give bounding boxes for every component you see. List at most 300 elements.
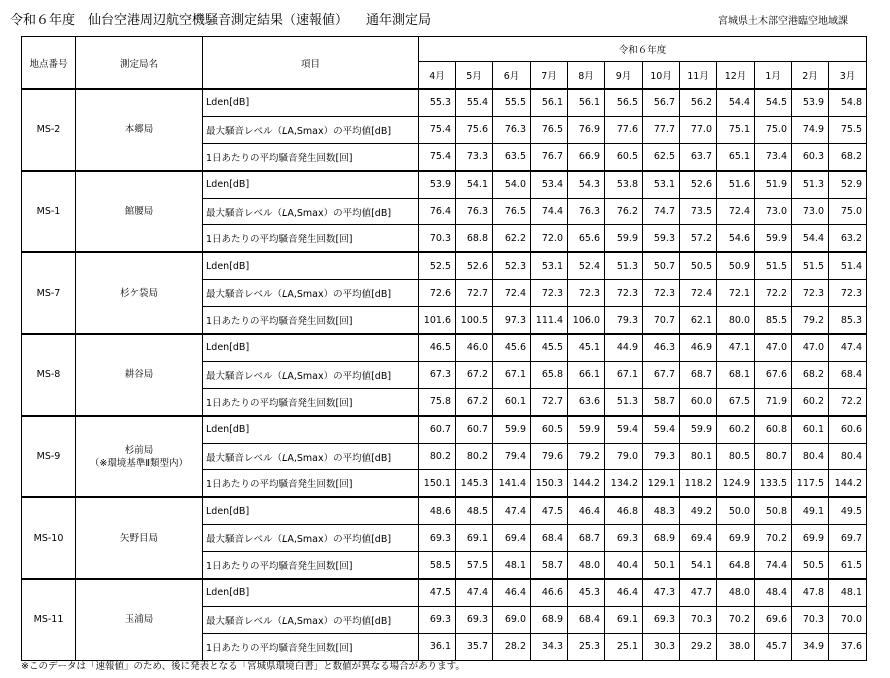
- value-cell: 59.4: [605, 416, 643, 443]
- value-cell: 51.3: [605, 388, 643, 415]
- value-cell: 60.5: [531, 416, 568, 443]
- value-cell: 80.5: [717, 443, 755, 470]
- measurement-item: 最大騒音レベル（𝐿A,Smax）の平均値[dB]: [203, 280, 419, 307]
- value-cell: 79.3: [643, 443, 680, 470]
- measurement-item: Lden[dB]: [203, 252, 419, 279]
- value-cell: 51.3: [605, 252, 643, 279]
- header-month: 4月: [419, 62, 456, 90]
- value-cell: 48.4: [755, 579, 792, 606]
- value-cell: 60.5: [605, 143, 643, 170]
- value-cell: 69.7: [829, 525, 867, 552]
- measurement-item: 最大騒音レベル（𝐿A,Smax）の平均値[dB]: [203, 606, 419, 633]
- value-cell: 79.6: [531, 443, 568, 470]
- value-cell: 72.3: [605, 280, 643, 307]
- value-cell: 72.6: [419, 280, 456, 307]
- value-cell: 74.4: [755, 552, 792, 579]
- value-cell: 75.4: [419, 143, 456, 170]
- value-cell: 67.5: [717, 388, 755, 415]
- header-station-name: 測定局名: [76, 37, 203, 90]
- measurement-item: 最大騒音レベル（𝐿A,Smax）の平均値[dB]: [203, 198, 419, 225]
- measurement-item: 最大騒音レベル（𝐿A,Smax）の平均値[dB]: [203, 116, 419, 143]
- value-cell: 111.4: [531, 307, 568, 334]
- station-name-text: 館腰局: [124, 206, 154, 217]
- value-cell: 46.0: [456, 334, 493, 361]
- value-cell: 56.7: [643, 89, 680, 116]
- value-cell: 79.3: [605, 307, 643, 334]
- value-cell: 34.3: [531, 633, 568, 660]
- value-cell: 52.6: [456, 252, 493, 279]
- value-cell: 74.4: [531, 198, 568, 225]
- value-cell: 77.7: [643, 116, 680, 143]
- value-cell: 124.9: [717, 470, 755, 497]
- measurement-item: Lden[dB]: [203, 171, 419, 198]
- station-id: MS-9: [22, 416, 76, 498]
- station-id: MS-1: [22, 171, 76, 253]
- value-cell: 80.4: [792, 443, 829, 470]
- measurement-item: 最大騒音レベル（𝐿A,Smax）の平均値[dB]: [203, 525, 419, 552]
- value-cell: 52.4: [568, 252, 605, 279]
- value-cell: 65.6: [568, 225, 605, 252]
- value-cell: 80.7: [755, 443, 792, 470]
- value-cell: 50.5: [680, 252, 717, 279]
- value-cell: 74.9: [792, 116, 829, 143]
- value-cell: 75.1: [717, 116, 755, 143]
- station-name-text: 耕谷局: [124, 369, 154, 381]
- value-cell: 77.6: [605, 116, 643, 143]
- value-cell: 64.8: [717, 552, 755, 579]
- value-cell: 72.4: [717, 198, 755, 225]
- value-cell: 68.4: [829, 361, 867, 388]
- value-cell: 56.1: [568, 89, 605, 116]
- value-cell: 59.9: [680, 416, 717, 443]
- value-cell: 69.3: [419, 606, 456, 633]
- measurement-item: 最大騒音レベル（𝐿A,Smax）の平均値[dB]: [203, 361, 419, 388]
- value-cell: 46.4: [605, 579, 643, 606]
- value-cell: 71.9: [755, 388, 792, 415]
- value-cell: 60.0: [680, 388, 717, 415]
- value-cell: 101.6: [419, 307, 456, 334]
- station-name: [76, 334, 203, 416]
- value-cell: 46.4: [568, 497, 605, 524]
- header-month: 8月: [568, 62, 605, 90]
- value-cell: 53.9: [792, 89, 829, 116]
- value-cell: 75.0: [829, 198, 867, 225]
- value-cell: 69.3: [419, 525, 456, 552]
- table-row: [22, 416, 867, 443]
- value-cell: 72.0: [531, 225, 568, 252]
- header-month: 11月: [680, 62, 717, 90]
- value-cell: 68.4: [531, 525, 568, 552]
- value-cell: 60.6: [829, 416, 867, 443]
- value-cell: 34.9: [792, 633, 829, 660]
- value-cell: 54.6: [717, 225, 755, 252]
- value-cell: 62.1: [680, 307, 717, 334]
- value-cell: 76.9: [568, 116, 605, 143]
- value-cell: 68.1: [717, 361, 755, 388]
- value-cell: 48.3: [643, 497, 680, 524]
- value-cell: 54.0: [493, 171, 531, 198]
- measurement-item: Lden[dB]: [203, 497, 419, 524]
- value-cell: 72.2: [829, 388, 867, 415]
- value-cell: 60.7: [419, 416, 456, 443]
- value-cell: 68.9: [643, 525, 680, 552]
- measurement-item: 1日あたりの平均騒音発生回数[回]: [203, 470, 419, 497]
- value-cell: 56.5: [605, 89, 643, 116]
- value-cell: 118.2: [680, 470, 717, 497]
- value-cell: 68.7: [680, 361, 717, 388]
- value-cell: 59.9: [568, 416, 605, 443]
- value-cell: 79.2: [792, 307, 829, 334]
- value-cell: 67.2: [456, 361, 493, 388]
- value-cell: 50.8: [755, 497, 792, 524]
- header-month: 3月: [829, 62, 867, 90]
- value-cell: 73.0: [755, 198, 792, 225]
- value-cell: 144.2: [568, 470, 605, 497]
- value-cell: 45.6: [493, 334, 531, 361]
- value-cell: 40.4: [605, 552, 643, 579]
- title-sub: 通年測定局: [366, 13, 432, 28]
- value-cell: 72.4: [680, 280, 717, 307]
- value-cell: 68.4: [568, 606, 605, 633]
- value-cell: 45.3: [568, 579, 605, 606]
- value-cell: 45.5: [531, 334, 568, 361]
- value-cell: 72.3: [829, 280, 867, 307]
- value-cell: 68.7: [568, 525, 605, 552]
- value-cell: 44.9: [605, 334, 643, 361]
- value-cell: 47.5: [531, 497, 568, 524]
- value-cell: 50.9: [717, 252, 755, 279]
- value-cell: 37.6: [829, 633, 867, 660]
- value-cell: 59.9: [493, 416, 531, 443]
- value-cell: 75.0: [755, 116, 792, 143]
- value-cell: 57.5: [456, 552, 493, 579]
- station-id: MS-2: [22, 89, 76, 171]
- value-cell: 56.2: [680, 89, 717, 116]
- station-id: MS-10: [22, 497, 76, 579]
- value-cell: 53.1: [643, 171, 680, 198]
- value-cell: 100.5: [456, 307, 493, 334]
- value-cell: 47.0: [792, 334, 829, 361]
- value-cell: 66.1: [568, 361, 605, 388]
- value-cell: 72.1: [717, 280, 755, 307]
- station-name-text: 杉ケ袋局: [119, 287, 158, 299]
- value-cell: 77.0: [680, 116, 717, 143]
- header-month: 6月: [493, 62, 531, 90]
- value-cell: 67.7: [643, 361, 680, 388]
- value-cell: 76.3: [493, 116, 531, 143]
- measurement-item: 1日あたりの平均騒音発生回数[回]: [203, 307, 419, 334]
- value-cell: 97.3: [493, 307, 531, 334]
- value-cell: 61.5: [829, 552, 867, 579]
- value-cell: 150.3: [531, 470, 568, 497]
- value-cell: 52.5: [419, 252, 456, 279]
- value-cell: 79.4: [493, 443, 531, 470]
- value-cell: 63.7: [680, 143, 717, 170]
- value-cell: 51.5: [755, 252, 792, 279]
- value-cell: 80.2: [456, 443, 493, 470]
- measurement-item: 最大騒音レベル（𝐿A,Smax）の平均値[dB]: [203, 443, 419, 470]
- table-row: [22, 252, 867, 279]
- value-cell: 54.3: [568, 171, 605, 198]
- header-month: 2月: [792, 62, 829, 90]
- value-cell: 67.3: [419, 361, 456, 388]
- value-cell: 46.6: [531, 579, 568, 606]
- value-cell: 72.3: [568, 280, 605, 307]
- header-year: 令和６年度: [419, 37, 867, 62]
- value-cell: 72.7: [456, 280, 493, 307]
- value-cell: 48.6: [419, 497, 456, 524]
- header-station-id: 地点番号: [22, 37, 76, 90]
- value-cell: 47.5: [419, 579, 456, 606]
- value-cell: 25.3: [568, 633, 605, 660]
- value-cell: 46.8: [605, 497, 643, 524]
- station-name: [76, 579, 203, 660]
- value-cell: 60.2: [792, 388, 829, 415]
- value-cell: 72.3: [792, 280, 829, 307]
- value-cell: 76.5: [493, 198, 531, 225]
- value-cell: 29.2: [680, 633, 717, 660]
- value-cell: 72.2: [755, 280, 792, 307]
- organization-name: 宮城県土木部空港臨空地域課: [718, 16, 848, 27]
- value-cell: 68.8: [456, 225, 493, 252]
- station-name: [76, 252, 203, 334]
- value-cell: 51.5: [792, 252, 829, 279]
- value-cell: 75.8: [419, 388, 456, 415]
- value-cell: 75.4: [419, 116, 456, 143]
- value-cell: 59.3: [643, 225, 680, 252]
- value-cell: 80.0: [717, 307, 755, 334]
- value-cell: 54.5: [755, 89, 792, 116]
- value-cell: 129.1: [643, 470, 680, 497]
- measurement-item: 1日あたりの平均騒音発生回数[回]: [203, 225, 419, 252]
- value-cell: 72.3: [643, 280, 680, 307]
- value-cell: 76.3: [456, 198, 493, 225]
- value-cell: 134.2: [605, 470, 643, 497]
- value-cell: 72.7: [531, 388, 568, 415]
- value-cell: 62.2: [493, 225, 531, 252]
- value-cell: 67.1: [493, 361, 531, 388]
- header-month: 7月: [531, 62, 568, 90]
- value-cell: 47.4: [456, 579, 493, 606]
- value-cell: 69.3: [643, 606, 680, 633]
- value-cell: 54.1: [456, 171, 493, 198]
- value-cell: 52.3: [493, 252, 531, 279]
- title-main: 令和６年度 仙台空港周辺航空機騒音測定結果（速報値）: [10, 13, 349, 28]
- value-cell: 47.4: [829, 334, 867, 361]
- value-cell: 76.7: [531, 143, 568, 170]
- value-cell: 70.0: [829, 606, 867, 633]
- value-cell: 45.1: [568, 334, 605, 361]
- value-cell: 69.4: [493, 525, 531, 552]
- value-cell: 60.3: [792, 143, 829, 170]
- value-cell: 60.8: [755, 416, 792, 443]
- value-cell: 48.0: [568, 552, 605, 579]
- measurement-item: Lden[dB]: [203, 416, 419, 443]
- value-cell: 67.6: [755, 361, 792, 388]
- measurement-item: 1日あたりの平均騒音発生回数[回]: [203, 552, 419, 579]
- value-cell: 75.5: [829, 116, 867, 143]
- table-row: [22, 334, 867, 361]
- value-cell: 46.5: [419, 334, 456, 361]
- station-name-text: 本郷局: [124, 124, 154, 136]
- value-cell: 70.7: [643, 307, 680, 334]
- value-cell: 68.2: [829, 143, 867, 170]
- value-cell: 47.3: [643, 579, 680, 606]
- value-cell: 117.5: [792, 470, 829, 497]
- table-row: [22, 579, 867, 606]
- value-cell: 48.1: [493, 552, 531, 579]
- header-item: 項目: [203, 37, 419, 90]
- value-cell: 79.2: [568, 443, 605, 470]
- footnote: ※このデータは「速報値」のため、後に発表となる「宮城県環境白書」と数値が異なる場合があります。: [21, 661, 465, 672]
- value-cell: 67.2: [456, 388, 493, 415]
- value-cell: 46.4: [493, 579, 531, 606]
- value-cell: 60.2: [717, 416, 755, 443]
- value-cell: 50.1: [643, 552, 680, 579]
- value-cell: 55.3: [419, 89, 456, 116]
- station-id: MS-8: [22, 334, 76, 416]
- value-cell: 79.0: [605, 443, 643, 470]
- value-cell: 49.5: [829, 497, 867, 524]
- value-cell: 58.5: [419, 552, 456, 579]
- value-cell: 76.4: [419, 198, 456, 225]
- value-cell: 63.2: [829, 225, 867, 252]
- value-cell: 48.5: [456, 497, 493, 524]
- value-cell: 72.3: [531, 280, 568, 307]
- station-name-text: 玉浦局: [124, 614, 154, 626]
- value-cell: 66.9: [568, 143, 605, 170]
- measurement-item: Lden[dB]: [203, 89, 419, 116]
- measurement-item: 1日あたりの平均騒音発生回数[回]: [203, 633, 419, 660]
- station-name: [76, 89, 203, 171]
- header-month: 10月: [643, 62, 680, 90]
- value-cell: 50.0: [717, 497, 755, 524]
- value-cell: 76.5: [531, 116, 568, 143]
- station-name-text: 矢野目局: [119, 532, 158, 544]
- value-cell: 70.2: [717, 606, 755, 633]
- value-cell: 67.1: [605, 361, 643, 388]
- value-cell: 65.8: [531, 361, 568, 388]
- value-cell: 47.8: [792, 579, 829, 606]
- table-row: [22, 171, 867, 198]
- value-cell: 47.1: [717, 334, 755, 361]
- value-cell: 73.3: [456, 143, 493, 170]
- value-cell: 74.7: [643, 198, 680, 225]
- value-cell: 85.5: [755, 307, 792, 334]
- value-cell: 54.4: [717, 89, 755, 116]
- value-cell: 60.1: [792, 416, 829, 443]
- value-cell: 144.2: [829, 470, 867, 497]
- value-cell: 30.3: [643, 633, 680, 660]
- value-cell: 69.1: [456, 525, 493, 552]
- value-cell: 57.2: [680, 225, 717, 252]
- measurement-item: Lden[dB]: [203, 334, 419, 361]
- value-cell: 50.7: [643, 252, 680, 279]
- station-name: [76, 171, 203, 253]
- value-cell: 59.9: [605, 225, 643, 252]
- value-cell: 80.2: [419, 443, 456, 470]
- value-cell: 56.1: [531, 89, 568, 116]
- value-cell: 54.4: [792, 225, 829, 252]
- header-month: 1月: [755, 62, 792, 90]
- value-cell: 70.3: [680, 606, 717, 633]
- value-cell: 51.4: [829, 252, 867, 279]
- value-cell: 63.6: [568, 388, 605, 415]
- value-cell: 45.7: [755, 633, 792, 660]
- value-cell: 73.4: [755, 143, 792, 170]
- value-cell: 80.4: [829, 443, 867, 470]
- value-cell: 62.5: [643, 143, 680, 170]
- value-cell: 106.0: [568, 307, 605, 334]
- value-cell: 53.8: [605, 171, 643, 198]
- value-cell: 55.5: [493, 89, 531, 116]
- value-cell: 54.8: [829, 89, 867, 116]
- value-cell: 47.4: [493, 497, 531, 524]
- value-cell: 141.4: [493, 470, 531, 497]
- value-cell: 46.3: [643, 334, 680, 361]
- value-cell: 60.1: [493, 388, 531, 415]
- value-cell: 49.1: [792, 497, 829, 524]
- value-cell: 54.1: [680, 552, 717, 579]
- value-cell: 68.2: [792, 361, 829, 388]
- measurement-item: 1日あたりの平均騒音発生回数[回]: [203, 143, 419, 170]
- value-cell: 69.3: [605, 525, 643, 552]
- value-cell: 70.3: [792, 606, 829, 633]
- value-cell: 35.7: [456, 633, 493, 660]
- value-cell: 51.9: [755, 171, 792, 198]
- value-cell: 49.2: [680, 497, 717, 524]
- station-id: MS-11: [22, 579, 76, 660]
- value-cell: 52.9: [829, 171, 867, 198]
- value-cell: 76.3: [568, 198, 605, 225]
- value-cell: 72.4: [493, 280, 531, 307]
- value-cell: 48.0: [717, 579, 755, 606]
- value-cell: 60.7: [456, 416, 493, 443]
- value-cell: 69.6: [755, 606, 792, 633]
- value-cell: 53.4: [531, 171, 568, 198]
- value-cell: 69.4: [680, 525, 717, 552]
- value-cell: 58.7: [531, 552, 568, 579]
- value-cell: 58.7: [643, 388, 680, 415]
- value-cell: 28.2: [493, 633, 531, 660]
- value-cell: 69.9: [792, 525, 829, 552]
- value-cell: 50.5: [792, 552, 829, 579]
- value-cell: 76.2: [605, 198, 643, 225]
- header-month: 12月: [717, 62, 755, 90]
- value-cell: 53.1: [531, 252, 568, 279]
- value-cell: 47.7: [680, 579, 717, 606]
- table-row: [22, 89, 867, 116]
- value-cell: 73.5: [680, 198, 717, 225]
- value-cell: 69.9: [717, 525, 755, 552]
- table-row: [22, 497, 867, 524]
- value-cell: 53.9: [419, 171, 456, 198]
- value-cell: 73.0: [792, 198, 829, 225]
- value-cell: 145.3: [456, 470, 493, 497]
- value-cell: 85.3: [829, 307, 867, 334]
- header-month: 9月: [605, 62, 643, 90]
- value-cell: 59.9: [755, 225, 792, 252]
- station-name-text: 杉前局: [124, 444, 154, 456]
- value-cell: 51.3: [792, 171, 829, 198]
- value-cell: 70.2: [755, 525, 792, 552]
- value-cell: 47.0: [755, 334, 792, 361]
- value-cell: 69.3: [456, 606, 493, 633]
- value-cell: 69.1: [605, 606, 643, 633]
- value-cell: 48.1: [829, 579, 867, 606]
- value-cell: 25.1: [605, 633, 643, 660]
- value-cell: 80.1: [680, 443, 717, 470]
